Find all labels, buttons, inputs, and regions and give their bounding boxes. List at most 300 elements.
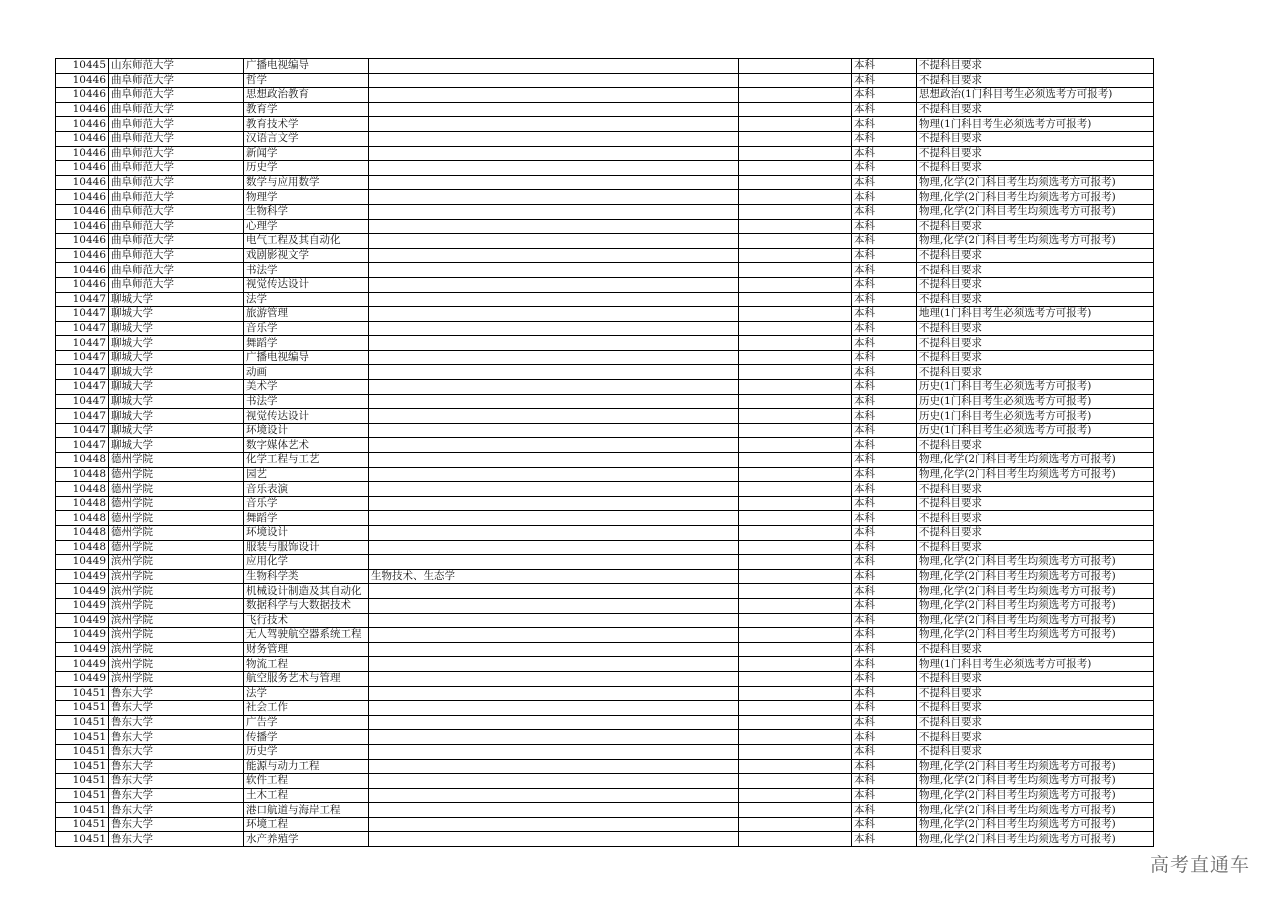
school-code-cell: 10448 — [56, 453, 109, 468]
subject-requirement-cell: 物理,化学(2门科目考生均须选考方可报考) — [917, 234, 1154, 249]
major-includes-cell — [369, 350, 739, 365]
school-name-cell: 曲阜师范大学 — [109, 234, 244, 249]
major-name-cell: 舞蹈学 — [244, 336, 369, 351]
level-cell: 本科 — [852, 248, 917, 263]
blank-cell — [739, 190, 852, 205]
school-code-cell: 10447 — [56, 365, 109, 380]
major-includes-cell — [369, 803, 739, 818]
school-name-cell: 曲阜师范大学 — [109, 102, 244, 117]
table-row — [56, 774, 1154, 789]
school-name-cell: 聊城大学 — [109, 321, 244, 336]
major-includes-cell — [369, 336, 739, 351]
subject-requirement-cell: 历史(1门科目考生必须选考方可报考) — [917, 409, 1154, 424]
level-cell: 本科 — [852, 569, 917, 584]
level-cell: 本科 — [852, 102, 917, 117]
major-name-cell: 化学工程与工艺 — [244, 453, 369, 468]
school-code-cell: 10447 — [56, 409, 109, 424]
subject-requirement-cell: 物理,化学(2门科目考生均须选考方可报考) — [917, 467, 1154, 482]
major-name-cell: 生物科学 — [244, 204, 369, 219]
level-cell: 本科 — [852, 613, 917, 628]
blank-cell — [739, 817, 852, 832]
blank-cell — [739, 467, 852, 482]
blank-cell — [739, 423, 852, 438]
level-cell: 本科 — [852, 146, 917, 161]
level-cell: 本科 — [852, 88, 917, 103]
table-row — [56, 248, 1154, 263]
table-row — [56, 219, 1154, 234]
subject-requirement-cell: 不提科目要求 — [917, 350, 1154, 365]
blank-cell — [739, 175, 852, 190]
major-includes-cell — [369, 423, 739, 438]
level-cell: 本科 — [852, 540, 917, 555]
school-code-cell: 10449 — [56, 628, 109, 643]
school-name-cell: 滨州学院 — [109, 584, 244, 599]
major-name-cell: 财务管理 — [244, 642, 369, 657]
major-includes-cell — [369, 511, 739, 526]
level-cell: 本科 — [852, 774, 917, 789]
level-cell: 本科 — [852, 642, 917, 657]
blank-cell — [739, 336, 852, 351]
major-includes-cell — [369, 671, 739, 686]
table-row — [56, 161, 1154, 176]
school-name-cell: 德州学院 — [109, 526, 244, 541]
major-includes-cell — [369, 409, 739, 424]
blank-cell — [739, 642, 852, 657]
table-row — [56, 117, 1154, 132]
major-name-cell: 教育技术学 — [244, 117, 369, 132]
school-name-cell: 滨州学院 — [109, 569, 244, 584]
major-includes-cell — [369, 715, 739, 730]
school-code-cell: 10448 — [56, 526, 109, 541]
major-includes-cell — [369, 744, 739, 759]
school-name-cell: 曲阜师范大学 — [109, 161, 244, 176]
school-code-cell: 10446 — [56, 73, 109, 88]
subject-requirement-cell: 物理,化学(2门科目考生均须选考方可报考) — [917, 759, 1154, 774]
major-includes-cell — [369, 394, 739, 409]
major-name-cell: 动画 — [244, 365, 369, 380]
blank-cell — [739, 453, 852, 468]
level-cell: 本科 — [852, 423, 917, 438]
blank-cell — [739, 569, 852, 584]
subject-requirement-cell: 不提科目要求 — [917, 263, 1154, 278]
school-name-cell: 鲁东大学 — [109, 774, 244, 789]
table-row — [56, 438, 1154, 453]
blank-cell — [739, 307, 852, 322]
major-name-cell: 思想政治教育 — [244, 88, 369, 103]
blank-cell — [739, 59, 852, 74]
subject-requirement-cell: 不提科目要求 — [917, 482, 1154, 497]
level-cell: 本科 — [852, 131, 917, 146]
school-code-cell: 10446 — [56, 277, 109, 292]
blank-cell — [739, 263, 852, 278]
school-name-cell: 鲁东大学 — [109, 730, 244, 745]
major-name-cell: 环境设计 — [244, 526, 369, 541]
school-name-cell: 滨州学院 — [109, 555, 244, 570]
table-row — [56, 526, 1154, 541]
major-includes-cell — [369, 190, 739, 205]
table-row — [56, 175, 1154, 190]
table-row — [56, 365, 1154, 380]
table-row — [56, 803, 1154, 818]
major-name-cell: 教育学 — [244, 102, 369, 117]
blank-cell — [739, 744, 852, 759]
school-code-cell: 10449 — [56, 671, 109, 686]
level-cell: 本科 — [852, 350, 917, 365]
major-includes-cell — [369, 263, 739, 278]
blank-cell — [739, 131, 852, 146]
major-includes-cell — [369, 657, 739, 672]
major-includes-cell — [369, 598, 739, 613]
blank-cell — [739, 759, 852, 774]
level-cell: 本科 — [852, 628, 917, 643]
major-includes-cell — [369, 730, 739, 745]
level-cell: 本科 — [852, 190, 917, 205]
major-includes-cell — [369, 88, 739, 103]
school-code-cell: 10449 — [56, 569, 109, 584]
school-code-cell: 10446 — [56, 102, 109, 117]
table-row — [56, 336, 1154, 351]
school-name-cell: 曲阜师范大学 — [109, 175, 244, 190]
school-name-cell: 滨州学院 — [109, 628, 244, 643]
blank-cell — [739, 496, 852, 511]
table-row — [56, 817, 1154, 832]
school-name-cell: 鲁东大学 — [109, 701, 244, 716]
school-code-cell: 10447 — [56, 307, 109, 322]
table-body — [56, 59, 1154, 847]
subject-requirement-cell: 不提科目要求 — [917, 730, 1154, 745]
table-row — [56, 832, 1154, 847]
school-code-cell: 10446 — [56, 175, 109, 190]
table-row — [56, 88, 1154, 103]
subject-requirement-cell: 不提科目要求 — [917, 438, 1154, 453]
school-code-cell: 10449 — [56, 598, 109, 613]
subject-requirement-cell: 不提科目要求 — [917, 744, 1154, 759]
subject-requirement-cell: 不提科目要求 — [917, 321, 1154, 336]
subject-requirement-cell: 物理,化学(2门科目考生均须选考方可报考) — [917, 555, 1154, 570]
major-name-cell: 戏剧影视文学 — [244, 248, 369, 263]
major-includes-cell — [369, 277, 739, 292]
major-name-cell: 音乐学 — [244, 496, 369, 511]
major-includes-cell — [369, 131, 739, 146]
school-name-cell: 曲阜师范大学 — [109, 117, 244, 132]
major-name-cell: 书法学 — [244, 263, 369, 278]
subject-requirement-cell: 不提科目要求 — [917, 365, 1154, 380]
subject-requirement-cell: 物理,化学(2门科目考生均须选考方可报考) — [917, 788, 1154, 803]
blank-cell — [739, 409, 852, 424]
level-cell: 本科 — [852, 117, 917, 132]
blank-cell — [739, 628, 852, 643]
subject-requirement-cell: 物理,化学(2门科目考生均须选考方可报考) — [917, 817, 1154, 832]
blank-cell — [739, 540, 852, 555]
major-name-cell: 哲学 — [244, 73, 369, 88]
subject-requirement-cell: 物理(1门科目考生必须选考方可报考) — [917, 117, 1154, 132]
school-code-cell: 10448 — [56, 511, 109, 526]
school-name-cell: 鲁东大学 — [109, 686, 244, 701]
major-includes-cell — [369, 817, 739, 832]
table-row — [56, 73, 1154, 88]
school-name-cell: 聊城大学 — [109, 350, 244, 365]
level-cell: 本科 — [852, 584, 917, 599]
level-cell: 本科 — [852, 204, 917, 219]
table-row — [56, 628, 1154, 643]
blank-cell — [739, 774, 852, 789]
major-includes-cell — [369, 496, 739, 511]
subject-requirement-cell: 不提科目要求 — [917, 511, 1154, 526]
school-code-cell: 10446 — [56, 146, 109, 161]
school-name-cell: 聊城大学 — [109, 409, 244, 424]
subject-requirement-cell: 不提科目要求 — [917, 219, 1154, 234]
school-name-cell: 聊城大学 — [109, 365, 244, 380]
major-includes-cell — [369, 613, 739, 628]
major-name-cell: 土木工程 — [244, 788, 369, 803]
major-name-cell: 社会工作 — [244, 701, 369, 716]
school-name-cell: 鲁东大学 — [109, 744, 244, 759]
level-cell: 本科 — [852, 759, 917, 774]
major-includes-cell: 生物技术、生态学 — [369, 569, 739, 584]
major-name-cell: 音乐表演 — [244, 482, 369, 497]
major-includes-cell — [369, 161, 739, 176]
blank-cell — [739, 511, 852, 526]
table-row — [56, 555, 1154, 570]
table-row — [56, 394, 1154, 409]
school-code-cell: 10446 — [56, 234, 109, 249]
school-name-cell: 德州学院 — [109, 496, 244, 511]
major-name-cell: 历史学 — [244, 744, 369, 759]
major-includes-cell — [369, 117, 739, 132]
major-name-cell: 音乐学 — [244, 321, 369, 336]
school-name-cell: 曲阜师范大学 — [109, 277, 244, 292]
school-code-cell: 10451 — [56, 730, 109, 745]
level-cell: 本科 — [852, 321, 917, 336]
major-name-cell: 航空服务艺术与管理 — [244, 671, 369, 686]
subject-requirement-cell: 不提科目要求 — [917, 161, 1154, 176]
level-cell: 本科 — [852, 832, 917, 847]
major-name-cell: 无人驾驶航空器系统工程 — [244, 628, 369, 643]
subject-requirement-cell: 物理,化学(2门科目考生均须选考方可报考) — [917, 190, 1154, 205]
school-code-cell: 10447 — [56, 380, 109, 395]
school-name-cell: 曲阜师范大学 — [109, 248, 244, 263]
major-name-cell: 能源与动力工程 — [244, 759, 369, 774]
table-row — [56, 467, 1154, 482]
subject-requirement-cell: 不提科目要求 — [917, 496, 1154, 511]
major-name-cell: 园艺 — [244, 467, 369, 482]
blank-cell — [739, 584, 852, 599]
level-cell: 本科 — [852, 234, 917, 249]
school-name-cell: 曲阜师范大学 — [109, 131, 244, 146]
level-cell: 本科 — [852, 511, 917, 526]
school-code-cell: 10446 — [56, 161, 109, 176]
school-name-cell: 德州学院 — [109, 453, 244, 468]
table-row — [56, 102, 1154, 117]
major-includes-cell — [369, 555, 739, 570]
school-code-cell: 10445 — [56, 59, 109, 74]
school-code-cell: 10447 — [56, 336, 109, 351]
school-code-cell: 10446 — [56, 248, 109, 263]
major-includes-cell — [369, 832, 739, 847]
major-includes-cell — [369, 701, 739, 716]
table-row — [56, 190, 1154, 205]
major-name-cell: 数学与应用数学 — [244, 175, 369, 190]
school-code-cell: 10446 — [56, 131, 109, 146]
blank-cell — [739, 686, 852, 701]
blank-cell — [739, 438, 852, 453]
subject-requirement-cell: 历史(1门科目考生必须选考方可报考) — [917, 423, 1154, 438]
major-includes-cell — [369, 73, 739, 88]
school-code-cell: 10451 — [56, 832, 109, 847]
blank-cell — [739, 146, 852, 161]
school-code-cell: 10448 — [56, 467, 109, 482]
major-includes-cell — [369, 248, 739, 263]
major-includes-cell — [369, 628, 739, 643]
blank-cell — [739, 715, 852, 730]
level-cell: 本科 — [852, 526, 917, 541]
school-code-cell: 10451 — [56, 803, 109, 818]
level-cell: 本科 — [852, 598, 917, 613]
blank-cell — [739, 350, 852, 365]
school-name-cell: 聊城大学 — [109, 394, 244, 409]
school-code-cell: 10446 — [56, 117, 109, 132]
table-row — [56, 234, 1154, 249]
school-code-cell: 10446 — [56, 204, 109, 219]
level-cell: 本科 — [852, 263, 917, 278]
subject-requirement-cell: 不提科目要求 — [917, 73, 1154, 88]
subject-requirement-cell: 不提科目要求 — [917, 146, 1154, 161]
subject-requirement-cell: 不提科目要求 — [917, 248, 1154, 263]
blank-cell — [739, 277, 852, 292]
table-row — [56, 671, 1154, 686]
school-name-cell: 聊城大学 — [109, 438, 244, 453]
level-cell: 本科 — [852, 686, 917, 701]
table-row — [56, 131, 1154, 146]
subject-requirement-cell: 不提科目要求 — [917, 642, 1154, 657]
major-includes-cell — [369, 204, 739, 219]
table-row — [56, 715, 1154, 730]
major-name-cell: 港口航道与海岸工程 — [244, 803, 369, 818]
subject-requirement-cell: 不提科目要求 — [917, 715, 1154, 730]
school-name-cell: 曲阜师范大学 — [109, 73, 244, 88]
major-includes-cell — [369, 234, 739, 249]
school-name-cell: 聊城大学 — [109, 292, 244, 307]
school-name-cell: 鲁东大学 — [109, 759, 244, 774]
major-name-cell: 书法学 — [244, 394, 369, 409]
school-code-cell: 10447 — [56, 350, 109, 365]
major-includes-cell — [369, 526, 739, 541]
major-name-cell: 新闻学 — [244, 146, 369, 161]
major-name-cell: 美术学 — [244, 380, 369, 395]
subject-requirement-cell: 物理(1门科目考生必须选考方可报考) — [917, 657, 1154, 672]
school-name-cell: 聊城大学 — [109, 336, 244, 351]
major-name-cell: 软件工程 — [244, 774, 369, 789]
major-includes-cell — [369, 219, 739, 234]
blank-cell — [739, 248, 852, 263]
school-name-cell: 滨州学院 — [109, 657, 244, 672]
table-row — [56, 598, 1154, 613]
school-code-cell: 10448 — [56, 496, 109, 511]
level-cell: 本科 — [852, 365, 917, 380]
subject-requirement-cell: 物理,化学(2门科目考生均须选考方可报考) — [917, 453, 1154, 468]
table-row — [56, 569, 1154, 584]
school-code-cell: 10449 — [56, 613, 109, 628]
major-includes-cell — [369, 540, 739, 555]
school-code-cell: 10451 — [56, 744, 109, 759]
blank-cell — [739, 292, 852, 307]
blank-cell — [739, 321, 852, 336]
subject-requirement-cell: 不提科目要求 — [917, 292, 1154, 307]
school-name-cell: 鲁东大学 — [109, 788, 244, 803]
school-code-cell: 10451 — [56, 701, 109, 716]
table-row — [56, 263, 1154, 278]
major-name-cell: 广播电视编导 — [244, 59, 369, 74]
school-code-cell: 10451 — [56, 774, 109, 789]
major-includes-cell — [369, 438, 739, 453]
school-name-cell: 滨州学院 — [109, 613, 244, 628]
level-cell: 本科 — [852, 438, 917, 453]
major-name-cell: 汉语言文学 — [244, 131, 369, 146]
subject-requirement-cell: 不提科目要求 — [917, 671, 1154, 686]
blank-cell — [739, 219, 852, 234]
subject-requirement-cell: 不提科目要求 — [917, 131, 1154, 146]
subject-requirement-cell: 物理,化学(2门科目考生均须选考方可报考) — [917, 204, 1154, 219]
school-code-cell: 10451 — [56, 759, 109, 774]
major-name-cell: 机械设计制造及其自动化 — [244, 584, 369, 599]
blank-cell — [739, 102, 852, 117]
level-cell: 本科 — [852, 292, 917, 307]
school-code-cell: 10447 — [56, 438, 109, 453]
school-name-cell: 山东师范大学 — [109, 59, 244, 74]
major-includes-cell — [369, 146, 739, 161]
school-name-cell: 德州学院 — [109, 511, 244, 526]
school-name-cell: 德州学院 — [109, 540, 244, 555]
table-row — [56, 511, 1154, 526]
school-code-cell: 10448 — [56, 540, 109, 555]
major-name-cell: 物流工程 — [244, 657, 369, 672]
school-code-cell: 10447 — [56, 321, 109, 336]
school-code-cell: 10451 — [56, 715, 109, 730]
watermark-logo: 高考直通车 — [1149, 854, 1250, 876]
blank-cell — [739, 482, 852, 497]
major-includes-cell — [369, 482, 739, 497]
school-code-cell: 10451 — [56, 686, 109, 701]
subject-requirement-cell: 历史(1门科目考生必须选考方可报考) — [917, 380, 1154, 395]
blank-cell — [739, 204, 852, 219]
major-includes-cell — [369, 453, 739, 468]
subject-requirement-cell: 物理,化学(2门科目考生均须选考方可报考) — [917, 598, 1154, 613]
major-name-cell: 舞蹈学 — [244, 511, 369, 526]
subject-requirement-cell: 地理(1门科目考生必须选考方可报考) — [917, 307, 1154, 322]
school-code-cell: 10446 — [56, 219, 109, 234]
major-name-cell: 视觉传达设计 — [244, 409, 369, 424]
major-name-cell: 广告学 — [244, 715, 369, 730]
level-cell: 本科 — [852, 336, 917, 351]
major-name-cell: 生物科学类 — [244, 569, 369, 584]
major-includes-cell — [369, 321, 739, 336]
blank-cell — [739, 730, 852, 745]
subject-requirement-cell: 不提科目要求 — [917, 59, 1154, 74]
school-code-cell: 10446 — [56, 190, 109, 205]
major-includes-cell — [369, 788, 739, 803]
school-code-cell: 10449 — [56, 657, 109, 672]
major-name-cell: 水产养殖学 — [244, 832, 369, 847]
subject-requirement-cell: 不提科目要求 — [917, 526, 1154, 541]
subject-requirement-cell: 物理,化学(2门科目考生均须选考方可报考) — [917, 584, 1154, 599]
school-name-cell: 聊城大学 — [109, 423, 244, 438]
blank-cell — [739, 526, 852, 541]
table-row — [56, 496, 1154, 511]
major-name-cell: 电气工程及其自动化 — [244, 234, 369, 249]
major-name-cell: 广播电视编导 — [244, 350, 369, 365]
level-cell: 本科 — [852, 219, 917, 234]
major-name-cell: 历史学 — [244, 161, 369, 176]
